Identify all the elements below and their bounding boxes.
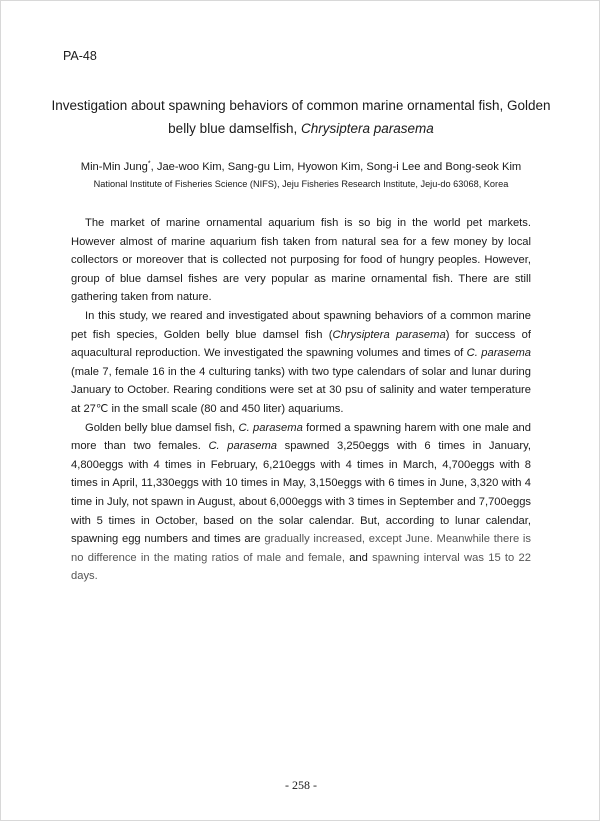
paper-title: [51, 94, 551, 140]
p3-text-d: gradually increased, except June. Meanwhile there is no difference in the mating ratios of male and female,: [71, 533, 531, 564]
p2-text-b: ) for success of aquacultural reproduction. We investigated the spawning volumes and times of: [71, 328, 531, 360]
paragraph-1: The market of marine ornamental aquarium fish is so big in the world pet markets. However almost of marine aquarium fish taken from natural sea for a few money by local collectors or moreover that is collected not purposing for food of hungry peoples. However, group of blue damsel fishes are very popular as marine ornamental fish. There are still gathering taken from nature.: [71, 217, 531, 304]
poster-code: PA-48: [63, 49, 97, 63]
author-first: Min-Min Jung: [80, 161, 148, 173]
author-rest: , Jae-woo Kim, Sang-gu Lim, Hyowon Kim, Song-i Lee and Bong-seok Kim: [150, 161, 522, 173]
p2-species-2: C. parasema: [466, 347, 532, 360]
paragraph-2: [71, 307, 531, 419]
author-list: [1, 161, 600, 173]
page-number: - 258 -: [285, 778, 317, 792]
p3-text-b: formed a spawning harem with one male and more than two females.: [71, 421, 531, 453]
p3-text-f: spawning interval was 15 to 22 days.: [71, 551, 531, 583]
p2-species-1: Chrysiptera parasema: [332, 328, 446, 341]
p3-species-1: C. parasema: [238, 421, 303, 434]
p2-text-a: In this study, we reared and investigated about spawning behaviors of a common marine pet fish species, Golden belly blue damsel fish (: [71, 309, 531, 341]
p2-text-c: (male 7, female 16 in the 4 culturing tanks) with two type calendars of solar and lunar during January to October. Rearing conditions were set at 30 psu of salinity and water temperature at 27℃ in the small scale (80 and 450 liter) aquariums.: [71, 365, 531, 415]
p3-species-2: C. parasema: [208, 440, 277, 453]
p3-text-e: and: [344, 551, 373, 564]
p3-text-c: spawned 3,250eggs with 6 times in January, 4,800eggs with 4 times in February, 6,210eggs with 4 times in March, 4,700eggs with 8 times in April, 11,330eggs with 10 times in May, 3,150eggs with 6 times in June, 3,320 with 4 time in July, not spawn in August, about 6,000eggs with 3 times in September and 7,700eggs with 5 times in October, based on the solar calendar. But, according to lunar calendar, spawning egg numbers and times are: [71, 440, 532, 546]
p3-text-a: Golden belly blue damsel fish,: [85, 421, 239, 434]
corresponding-mark: *: [147, 160, 151, 168]
title-main: Investigation about spawning behaviors of common marine ornamental fish, Golden belly blue damselfish,: [51, 98, 551, 136]
title-species: Chrysiptera parasema: [301, 121, 434, 136]
paragraph-3: [71, 419, 531, 586]
abstract-body: [71, 214, 531, 586]
affiliation: National Institute of Fisheries Science (NIFS), Jeju Fisheries Research Institute, Jeju-do 63068, Korea: [93, 179, 509, 189]
